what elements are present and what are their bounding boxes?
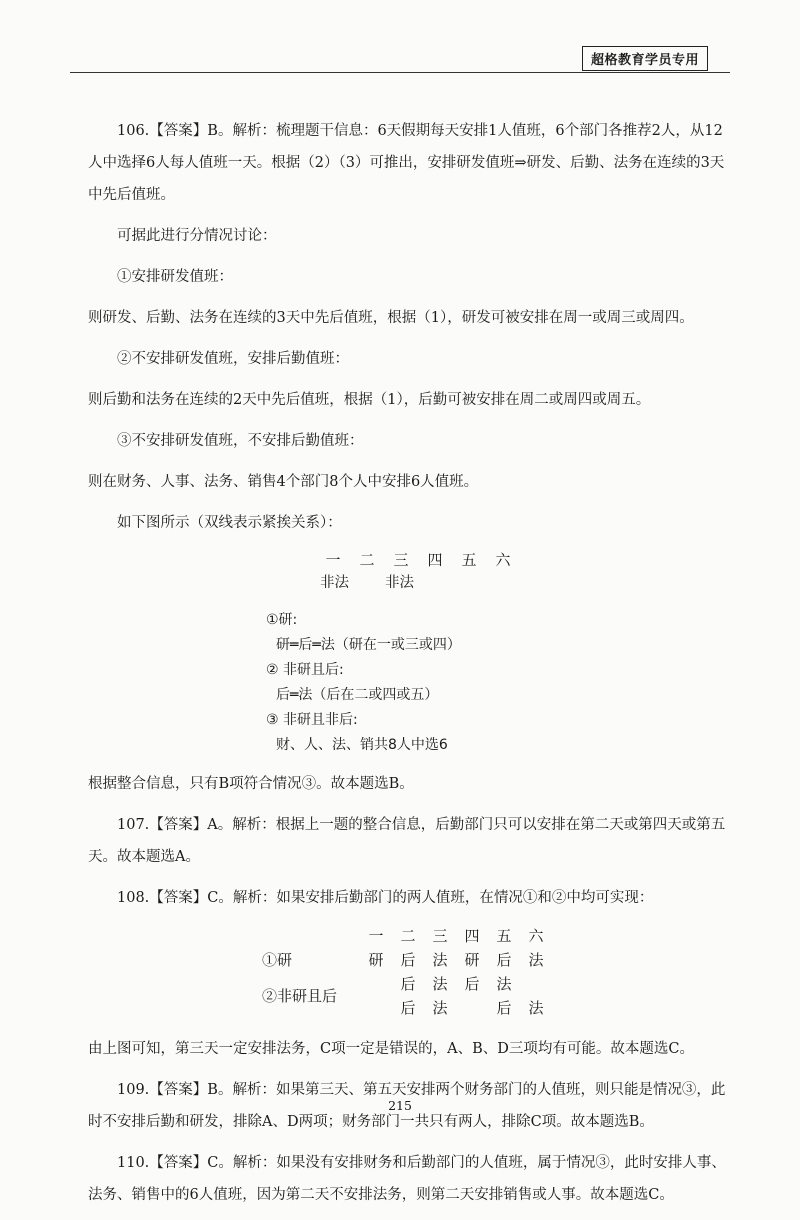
- notlaw-label: 非法: [385, 575, 414, 591]
- q108-grid: [260, 923, 552, 1019]
- grid-cell: 后: [464, 974, 480, 993]
- grid-cell: [360, 971, 392, 995]
- q106-line: ①安排研发值班：: [117, 269, 233, 285]
- grid-cell: 后: [400, 998, 416, 1017]
- grid-cell: 法: [432, 998, 448, 1017]
- header-rule: [70, 72, 730, 73]
- diagram-days-row: [88, 548, 728, 572]
- case-detail: 研═后═法（研在一或三或四）: [276, 637, 461, 653]
- page-number: 215: [388, 1098, 412, 1113]
- grid-cell: 四: [464, 926, 480, 945]
- diagram-notlaw-row: [88, 572, 728, 594]
- grid-cell: [456, 995, 488, 1019]
- grid-cell: 法: [432, 974, 448, 993]
- grid-cell: 后: [400, 950, 416, 969]
- page-content: [88, 115, 728, 1220]
- case-heading: ③ 非研且非后:: [266, 712, 358, 728]
- q106-diagram: [88, 548, 728, 758]
- q106-line: 则在财务、人事、法务、销售4个部门8个人中安排6人值班。: [88, 474, 479, 490]
- q106-conclusion: 根据整合信息，只有B项符合情况③。故本题选B。: [88, 776, 414, 792]
- grid-days-row: [260, 923, 552, 947]
- grid-cell: 法: [528, 998, 544, 1017]
- grid-cell: 五: [496, 926, 512, 945]
- grid-row-label: ②非研且后: [262, 986, 338, 1005]
- q106-line: 则后勤和法务在连续的2天中先后值班，根据（1），后勤可被安排在周二或周四或周五。: [88, 392, 651, 408]
- day-label: 五: [461, 551, 477, 569]
- grid-cell: 法: [432, 950, 448, 969]
- grid-cell: 研: [464, 950, 480, 969]
- grid-cell: 后: [496, 998, 512, 1017]
- notlaw-label: 非法: [320, 575, 349, 591]
- grid-cell: 六: [528, 926, 544, 945]
- q106-line: 则研发、后勤、法务在连续的3天中先后值班，根据（1），研发可被安排在周一或周三或周四。: [88, 310, 694, 326]
- grid-row-case1: [260, 947, 552, 971]
- grid-cell: 二: [400, 926, 416, 945]
- grid-cell: 后: [400, 974, 416, 993]
- grid-cell: 法: [528, 950, 544, 969]
- day-label: 四: [427, 551, 443, 569]
- q110-answer: 110.【答案】C。解析：如果没有安排财务和后勤部门的人值班，属于情况③，此时安排人事、法务、销售中的6人值班，因为第二天不安排法务，则第二天安排销售或人事。故本题选C。: [88, 1155, 726, 1203]
- grid-cell: [360, 995, 392, 1019]
- grid-cell: 法: [496, 974, 512, 993]
- header-badge: 超格教育学员专用: [582, 46, 708, 71]
- case-heading: ①研:: [266, 612, 298, 628]
- day-label: 一: [325, 551, 341, 569]
- case-heading: ② 非研且后:: [266, 662, 344, 678]
- q106-line: ③不安排研发值班，不安排后勤值班：: [117, 433, 364, 449]
- q107-answer: 107.【答案】A。解析：根据上一题的整合信息，后勤部门只可以安排在第二天或第四天或第五天。故本题选A。: [88, 817, 726, 865]
- case-detail: 后═法（后在二或四或五）: [276, 687, 439, 703]
- day-label: 三: [393, 551, 409, 569]
- day-label: 六: [495, 551, 511, 569]
- grid-cell: 后: [496, 950, 512, 969]
- q108-answer: 108.【答案】C。解析：如果安排后勤部门的两人值班，在情况①和②中均可实现：: [117, 890, 654, 906]
- diagram-cases: [88, 608, 728, 758]
- q108-conclusion: 由上图可知，第三天一定安排法务，C项一定是错误的，A、B、D三项均有可能。故本题选C。: [88, 1041, 694, 1057]
- day-label: 二: [359, 551, 375, 569]
- grid-cell: 三: [432, 926, 448, 945]
- grid-cell: 研: [368, 950, 384, 969]
- q106-line: ②不安排研发值班，安排后勤值班：: [117, 351, 349, 367]
- grid-cell: [520, 971, 552, 995]
- q109-answer: 109.【答案】B。解析：如果第三天、第五天安排两个财务部门的人值班，则只能是情况③，此时不安排后勤和研发，排除A、D两项；财务部门一共只有两人，排除C项。故本题选B。: [88, 1082, 726, 1130]
- q106-intro: 106.【答案】B。解析：梳理题干信息：6天假期每天安排1人值班，6个部门各推荐2人，从12人中选择6人每人值班一天。根据（2）（3）可推出，安排研发值班⇒研发、后勤、法务在连续的3天中先后值班。: [88, 123, 725, 203]
- case-detail: 财、人、法、销共8人中选6: [276, 737, 448, 753]
- q106-line: 可据此进行分情况讨论：: [117, 228, 277, 244]
- grid-row-case2a: [260, 971, 552, 995]
- q106-line: 如下图所示（双线表示紧挨关系）：: [117, 515, 342, 531]
- grid-row-label: ①研: [262, 950, 293, 969]
- grid-cell: 一: [368, 926, 384, 945]
